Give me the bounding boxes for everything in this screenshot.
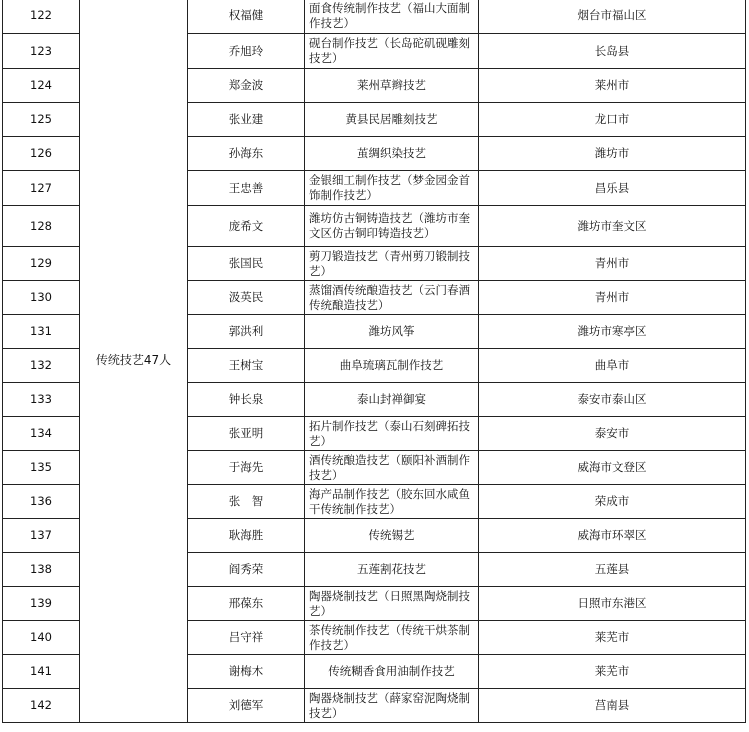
row-number-cell: 136 (3, 485, 80, 519)
row-number-cell: 138 (3, 553, 80, 587)
inheritor-name-cell: 乔旭玲 (188, 34, 305, 69)
row-number-cell: 142 (3, 689, 80, 723)
row-number-cell: 139 (3, 587, 80, 621)
inheritor-name-cell: 郭洪利 (188, 315, 305, 349)
inheritor-name-cell: 阎秀荣 (188, 553, 305, 587)
row-number-cell: 125 (3, 103, 80, 137)
project-name-cell: 五莲割花技艺 (305, 553, 479, 587)
row-number-cell: 137 (3, 519, 80, 553)
area-cell: 长岛县 (479, 34, 746, 69)
inheritor-name-cell: 孙海东 (188, 137, 305, 171)
inheritor-name-cell: 于海先 (188, 451, 305, 485)
row-number-cell: 133 (3, 383, 80, 417)
area-cell: 威海市文登区 (479, 451, 746, 485)
row-number-cell: 132 (3, 349, 80, 383)
area-cell: 莱芜市 (479, 621, 746, 655)
inheritor-name-cell: 谢梅木 (188, 655, 305, 689)
row-number-cell: 130 (3, 281, 80, 315)
inheritor-name-cell: 郑金波 (188, 69, 305, 103)
inheritor-name-cell: 庞希文 (188, 206, 305, 247)
area-cell: 泰安市 (479, 417, 746, 451)
inheritor-name-cell: 刘德军 (188, 689, 305, 723)
area-cell: 昌乐县 (479, 171, 746, 206)
row-number-cell: 124 (3, 69, 80, 103)
project-name-cell: 陶器烧制技艺（日照黑陶烧制技艺） (305, 587, 479, 621)
area-cell: 曲阜市 (479, 349, 746, 383)
inheritor-name-cell: 邢葆东 (188, 587, 305, 621)
area-cell: 五莲县 (479, 553, 746, 587)
table-row (3, 0, 746, 34)
row-number-cell: 122 (3, 0, 80, 34)
area-cell: 莒南县 (479, 689, 746, 723)
area-cell: 青州市 (479, 247, 746, 281)
area-cell: 青州市 (479, 281, 746, 315)
project-name-cell: 潍坊风筝 (305, 315, 479, 349)
row-number-cell: 131 (3, 315, 80, 349)
project-name-cell: 砚台制作技艺（长岛砣矶砚雕刻技艺） (305, 34, 479, 69)
project-name-cell: 蒸馏酒传统酿造技艺（云门春酒传统酿造技艺） (305, 281, 479, 315)
project-name-cell: 茧绸织染技艺 (305, 137, 479, 171)
area-cell: 日照市东港区 (479, 587, 746, 621)
row-number-cell: 128 (3, 206, 80, 247)
project-name-cell: 茶传统制作技艺（传统干烘茶制作技艺） (305, 621, 479, 655)
area-cell: 泰安市泰山区 (479, 383, 746, 417)
category-cell: 传统技艺47人 (80, 0, 188, 723)
project-name-cell: 传统糊香食用油制作技艺 (305, 655, 479, 689)
inheritor-name-cell: 钟长泉 (188, 383, 305, 417)
area-cell: 潍坊市奎文区 (479, 206, 746, 247)
area-cell: 潍坊市寒亭区 (479, 315, 746, 349)
project-name-cell: 金银细工制作技艺（梦金园金首饰制作技艺） (305, 171, 479, 206)
inheritors-table (2, 0, 746, 723)
row-number-cell: 123 (3, 34, 80, 69)
project-name-cell: 陶器烧制技艺（薛家窑泥陶烧制技艺） (305, 689, 479, 723)
inheritor-name-cell: 张业建 (188, 103, 305, 137)
inheritor-name-cell: 张亚明 (188, 417, 305, 451)
project-name-cell: 泰山封禅御宴 (305, 383, 479, 417)
project-name-cell: 潍坊仿古铜铸造技艺（潍坊市奎文区仿古铜印铸造技艺） (305, 206, 479, 247)
area-cell: 潍坊市 (479, 137, 746, 171)
project-name-cell: 海产品制作技艺（胶东回水咸鱼干传统制作技艺） (305, 485, 479, 519)
project-name-cell: 曲阜琉璃瓦制作技艺 (305, 349, 479, 383)
row-number-cell: 134 (3, 417, 80, 451)
inheritor-name-cell: 吕守祥 (188, 621, 305, 655)
row-number-cell: 129 (3, 247, 80, 281)
area-cell: 烟台市福山区 (479, 0, 746, 34)
row-number-cell: 126 (3, 137, 80, 171)
project-name-cell: 面食传统制作技艺（福山大面制作技艺） (305, 0, 479, 34)
project-name-cell: 传统锡艺 (305, 519, 479, 553)
row-number-cell: 140 (3, 621, 80, 655)
inheritor-name-cell: 王忠善 (188, 171, 305, 206)
area-cell: 龙口市 (479, 103, 746, 137)
area-cell: 荣成市 (479, 485, 746, 519)
row-number-cell: 127 (3, 171, 80, 206)
inheritor-name-cell: 张国民 (188, 247, 305, 281)
inheritor-name-cell: 权福健 (188, 0, 305, 34)
inheritor-name-cell: 张 智 (188, 485, 305, 519)
project-name-cell: 剪刀锻造技艺（青州剪刀锻制技艺） (305, 247, 479, 281)
row-number-cell: 141 (3, 655, 80, 689)
area-cell: 莱州市 (479, 69, 746, 103)
area-cell: 莱芜市 (479, 655, 746, 689)
project-name-cell: 黄县民居雕刻技艺 (305, 103, 479, 137)
project-name-cell: 酒传统酿造技艺（颐阳补酒制作技艺） (305, 451, 479, 485)
project-name-cell: 莱州草辫技艺 (305, 69, 479, 103)
inheritor-name-cell: 汲英民 (188, 281, 305, 315)
area-cell: 威海市环翠区 (479, 519, 746, 553)
project-name-cell: 拓片制作技艺（泰山石刻碑拓技艺） (305, 417, 479, 451)
row-number-cell: 135 (3, 451, 80, 485)
inheritors-table-body (3, 0, 746, 723)
inheritor-name-cell: 耿海胜 (188, 519, 305, 553)
inheritor-name-cell: 王树宝 (188, 349, 305, 383)
